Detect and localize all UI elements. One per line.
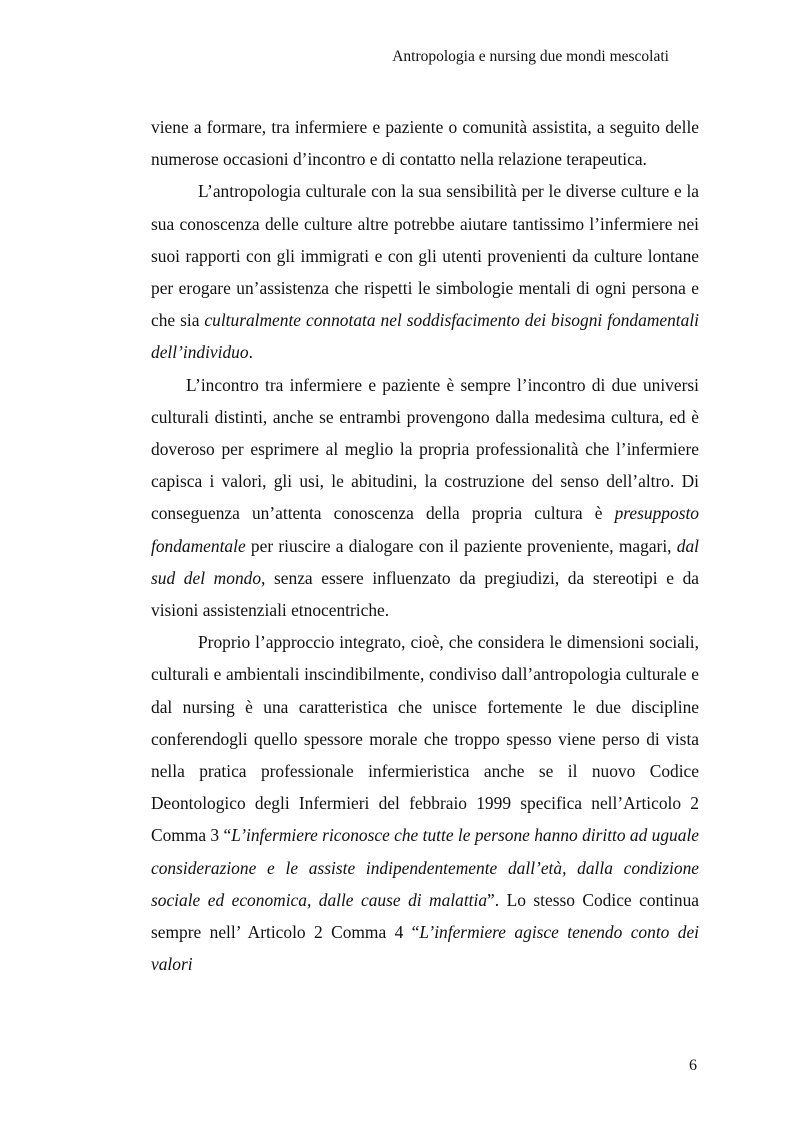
italic-run: culturalmente connotata nel soddisfacimento dei bisogni fondamentali dell’individuo bbox=[151, 310, 699, 363]
text-run: per riuscire a dialogare con il paziente proveniente, magari, bbox=[245, 535, 677, 556]
text-run: Proprio l’approccio integrato, cioè, che considera le dimensioni sociali, culturali e ambientali inscindibilmente, condiviso dall’antropologia culturale e dal nursing è una caratteristica che unisce fortemente le due discipline conferendogli quello spessore morale che troppo spesso viene perso di vista nella pratica professionale infermieristica anche se il nuovo Codice Deontologico degli Infermieri del febbraio 1999 specifica nell’Articolo 2 Comma 3 “ bbox=[151, 632, 699, 846]
italic-run: dal sud del mondo, bbox=[151, 535, 699, 588]
text-run: L’antropologia culturale con la sua sensibilità per le diverse culture e la sua conoscenza delle culture altre potrebbe aiutare tantissimo l’infermiere nei suoi rapporti con gli immigrati e con gli utenti provenienti da culture lontane per erogare un’assistenza che rispetti le simbologie mentali di ogni persona e che sia bbox=[151, 181, 699, 331]
running-header: Antropologia e nursing due mondi mescolati bbox=[392, 48, 669, 65]
italic-run: L’infermiere riconosce che tutte le persone hanno diritto ad uguale considerazione e le assiste indipendentemente dall’età, dalla condizione sociale ed economica, dalle cause di malattia bbox=[151, 825, 699, 910]
body-text bbox=[151, 111, 699, 980]
text-run: L’incontro tra infermiere e paziente è sempre l’incontro di due universi culturali distinti, anche se entrambi provengono dalla medesima cultura, ed è doveroso per esprimere al meglio la propria professionalità che l’infermiere capisca i valori, gli usi, le abitudini, la costruzione del senso dell’altro. Di conseguenza un’attenta conoscenza della propria cultura è bbox=[151, 374, 699, 524]
paragraph-3 bbox=[151, 369, 699, 627]
italic-run: L’infermiere agisce tenendo conto dei valori bbox=[151, 922, 699, 975]
paragraph-2 bbox=[151, 175, 699, 368]
paragraph-4 bbox=[151, 626, 699, 980]
paragraph-1 bbox=[151, 111, 699, 175]
text-run: ”. Lo stesso Codice continua sempre nell’ Articolo 2 Comma 4 “ bbox=[151, 889, 700, 943]
text-run: viene a formare, tra infermiere e paziente o comunità assistita, a seguito delle numerose occasioni d’incontro e di contatto nella relazione terapeutica. bbox=[151, 117, 699, 170]
text-run: senza essere influenzato da pregiudizi, da stereotipi e da visioni assistenziali etnocentriche. bbox=[151, 567, 699, 621]
text-run: . bbox=[248, 342, 253, 363]
page-number: 6 bbox=[689, 1057, 697, 1074]
italic-run: presupposto fondamentale bbox=[151, 503, 699, 556]
